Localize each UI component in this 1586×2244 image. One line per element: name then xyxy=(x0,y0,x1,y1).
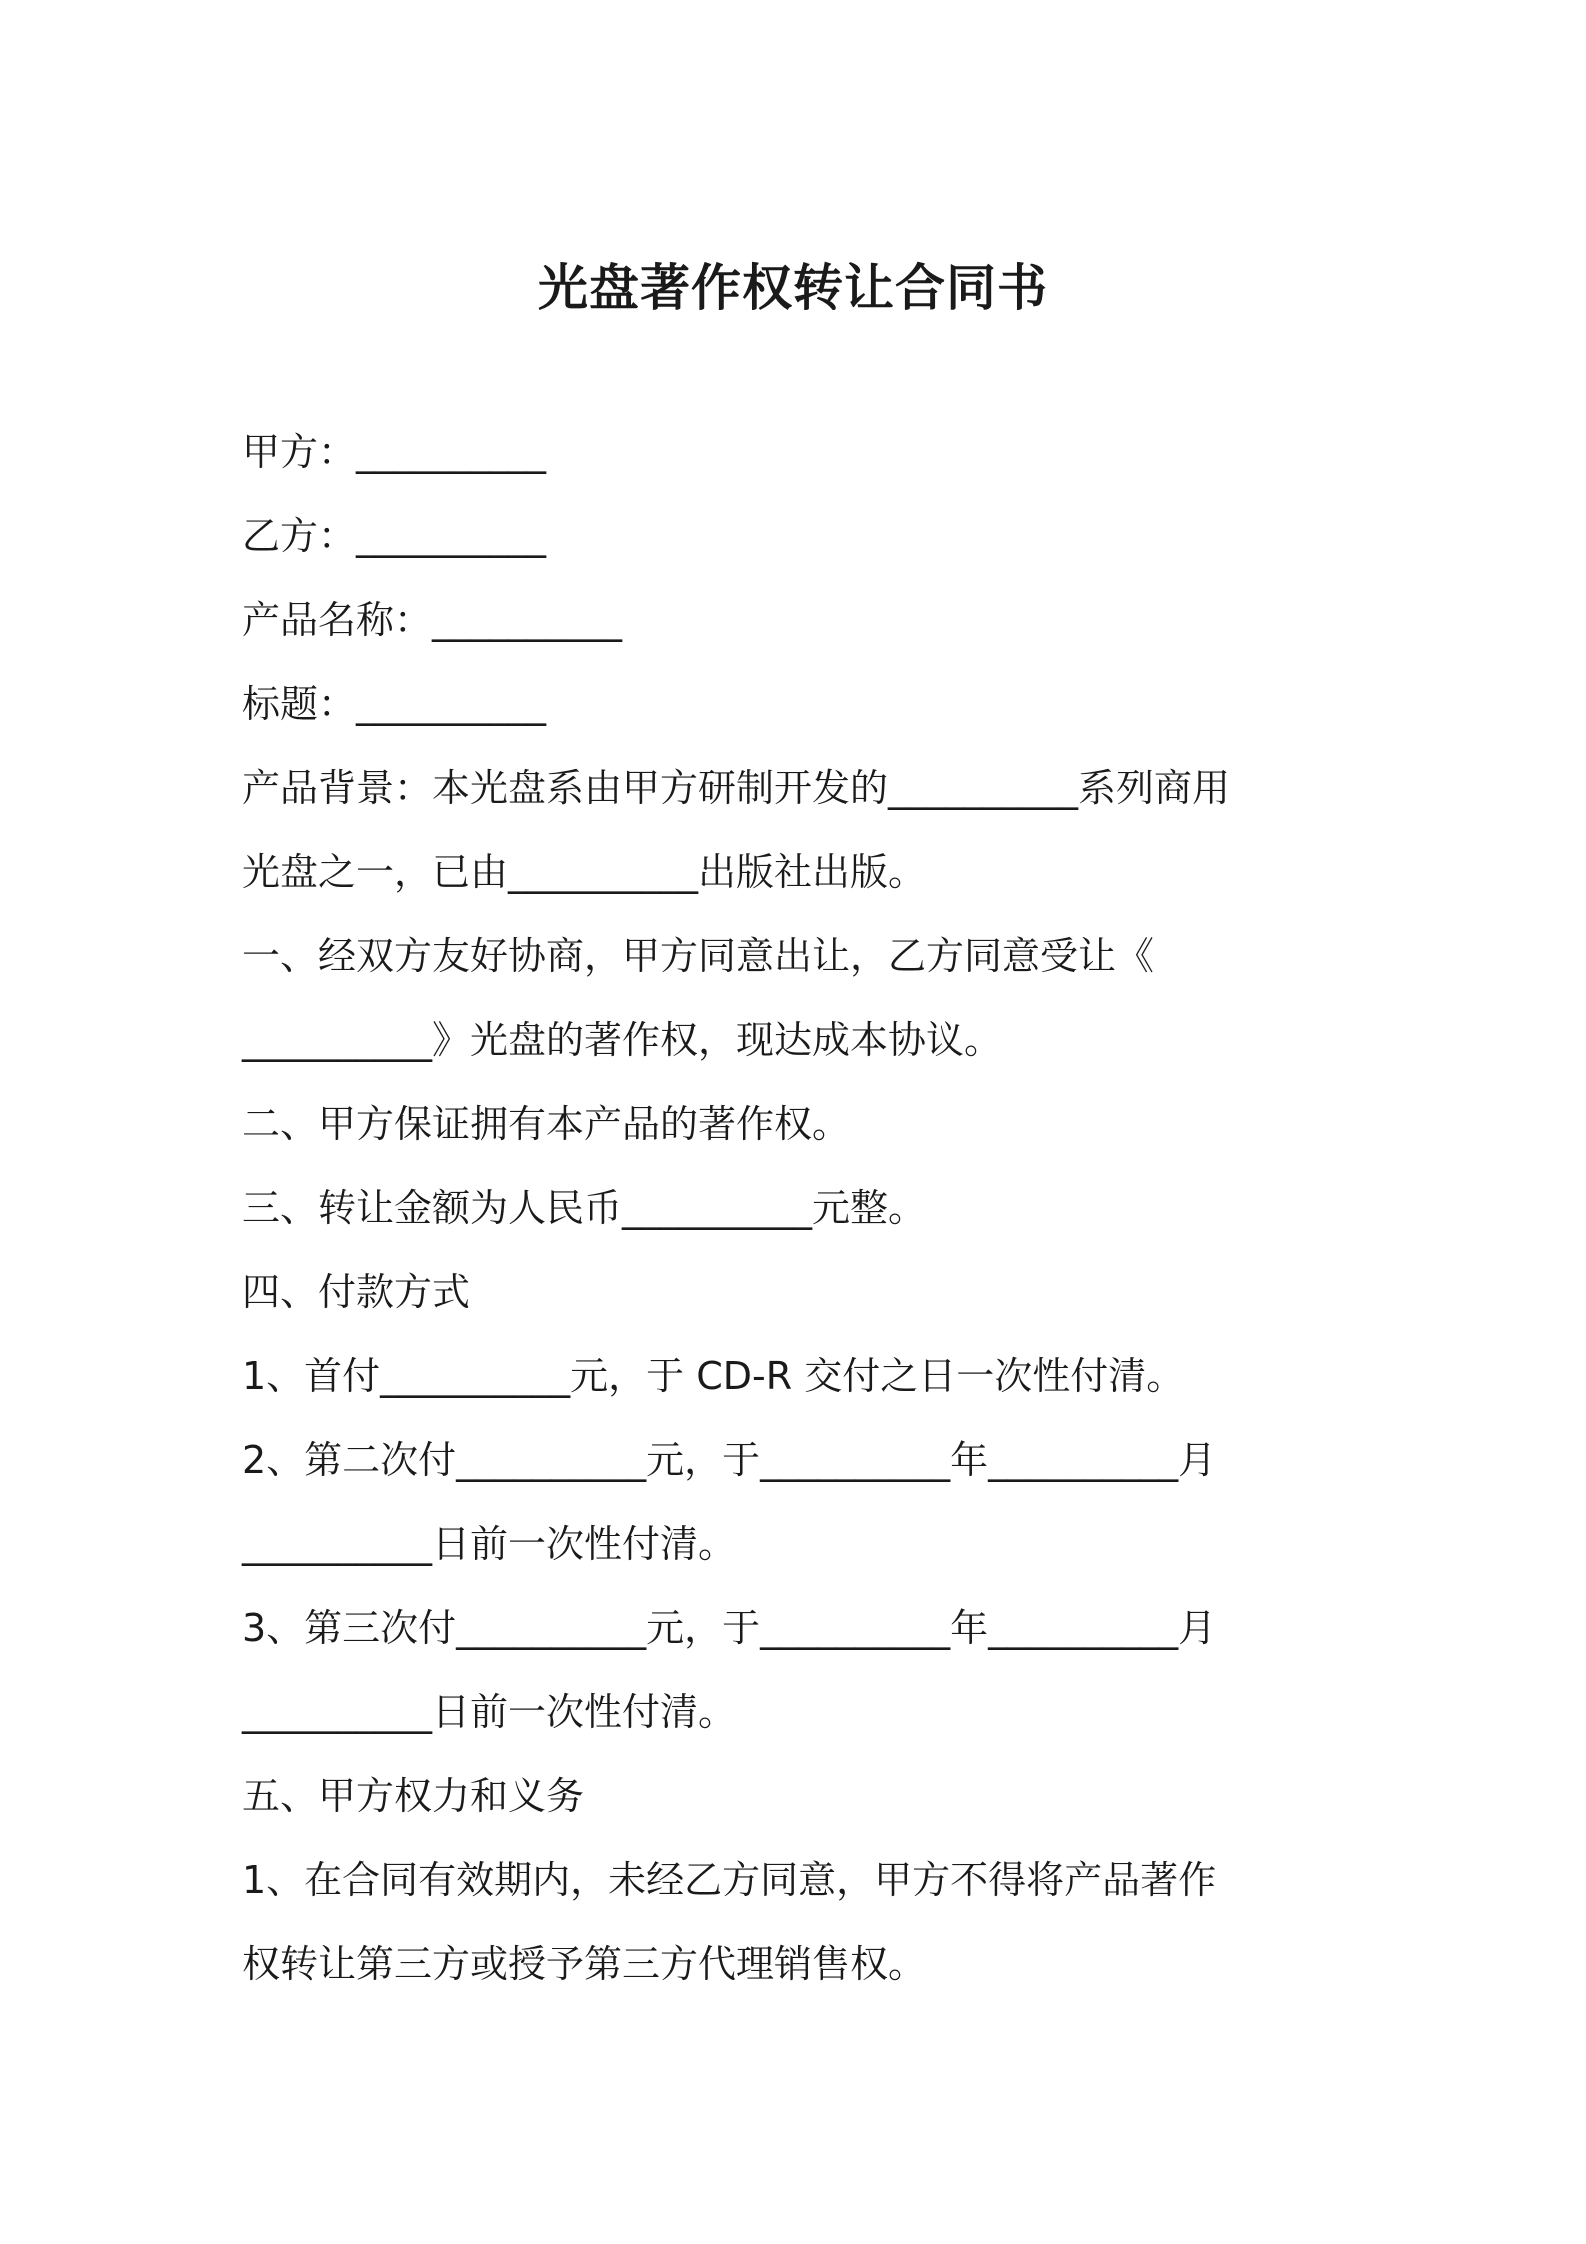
payment-3-line-1: 3、第三次付__________元，于__________年__________月 xyxy=(242,1606,1217,1650)
party-a-line: 甲方：__________ xyxy=(242,430,547,474)
clause-5-heading: 五、甲方权力和义务 xyxy=(242,1774,585,1818)
clause-5-item-1-line-1: 1、在合同有效期内，未经乙方同意，甲方不得将产品著作 xyxy=(242,1858,1217,1902)
party-b-line: 乙方：__________ xyxy=(242,514,547,558)
clause-5-item-1-line-2: 权转让第三方或授予第三方代理销售权。 xyxy=(242,1942,927,1986)
clause-1-line-2: __________》光盘的著作权，现达成本协议。 xyxy=(242,1018,1003,1062)
clause-1-line-1: 一、经双方友好协商，甲方同意出让，乙方同意受让《 xyxy=(242,934,1155,978)
document-body xyxy=(242,410,1372,2006)
payment-1-line: 1、首付__________元，于 CD-R 交付之日一次性付清。 xyxy=(242,1354,1185,1398)
payment-3-line-2: __________日前一次性付清。 xyxy=(242,1690,737,1734)
title-line: 标题：__________ xyxy=(242,682,547,726)
product-name-line: 产品名称：__________ xyxy=(242,598,623,642)
product-background-line-2: 光盘之一，已由__________出版社出版。 xyxy=(242,850,927,894)
clause-2-line: 二、甲方保证拥有本产品的著作权。 xyxy=(242,1102,851,1146)
product-background-line-1: 产品背景：本光盘系由甲方研制开发的__________系列商用 xyxy=(242,766,1231,810)
clause-4-heading: 四、付款方式 xyxy=(242,1270,471,1314)
payment-2-line-1: 2、第二次付__________元，于__________年__________月 xyxy=(242,1438,1217,1482)
clause-3-line: 三、转让金额为人民币__________元整。 xyxy=(242,1186,927,1230)
payment-2-line-2: __________日前一次性付清。 xyxy=(242,1522,737,1566)
document-title: 光盘著作权转让合同书 xyxy=(538,259,1048,317)
